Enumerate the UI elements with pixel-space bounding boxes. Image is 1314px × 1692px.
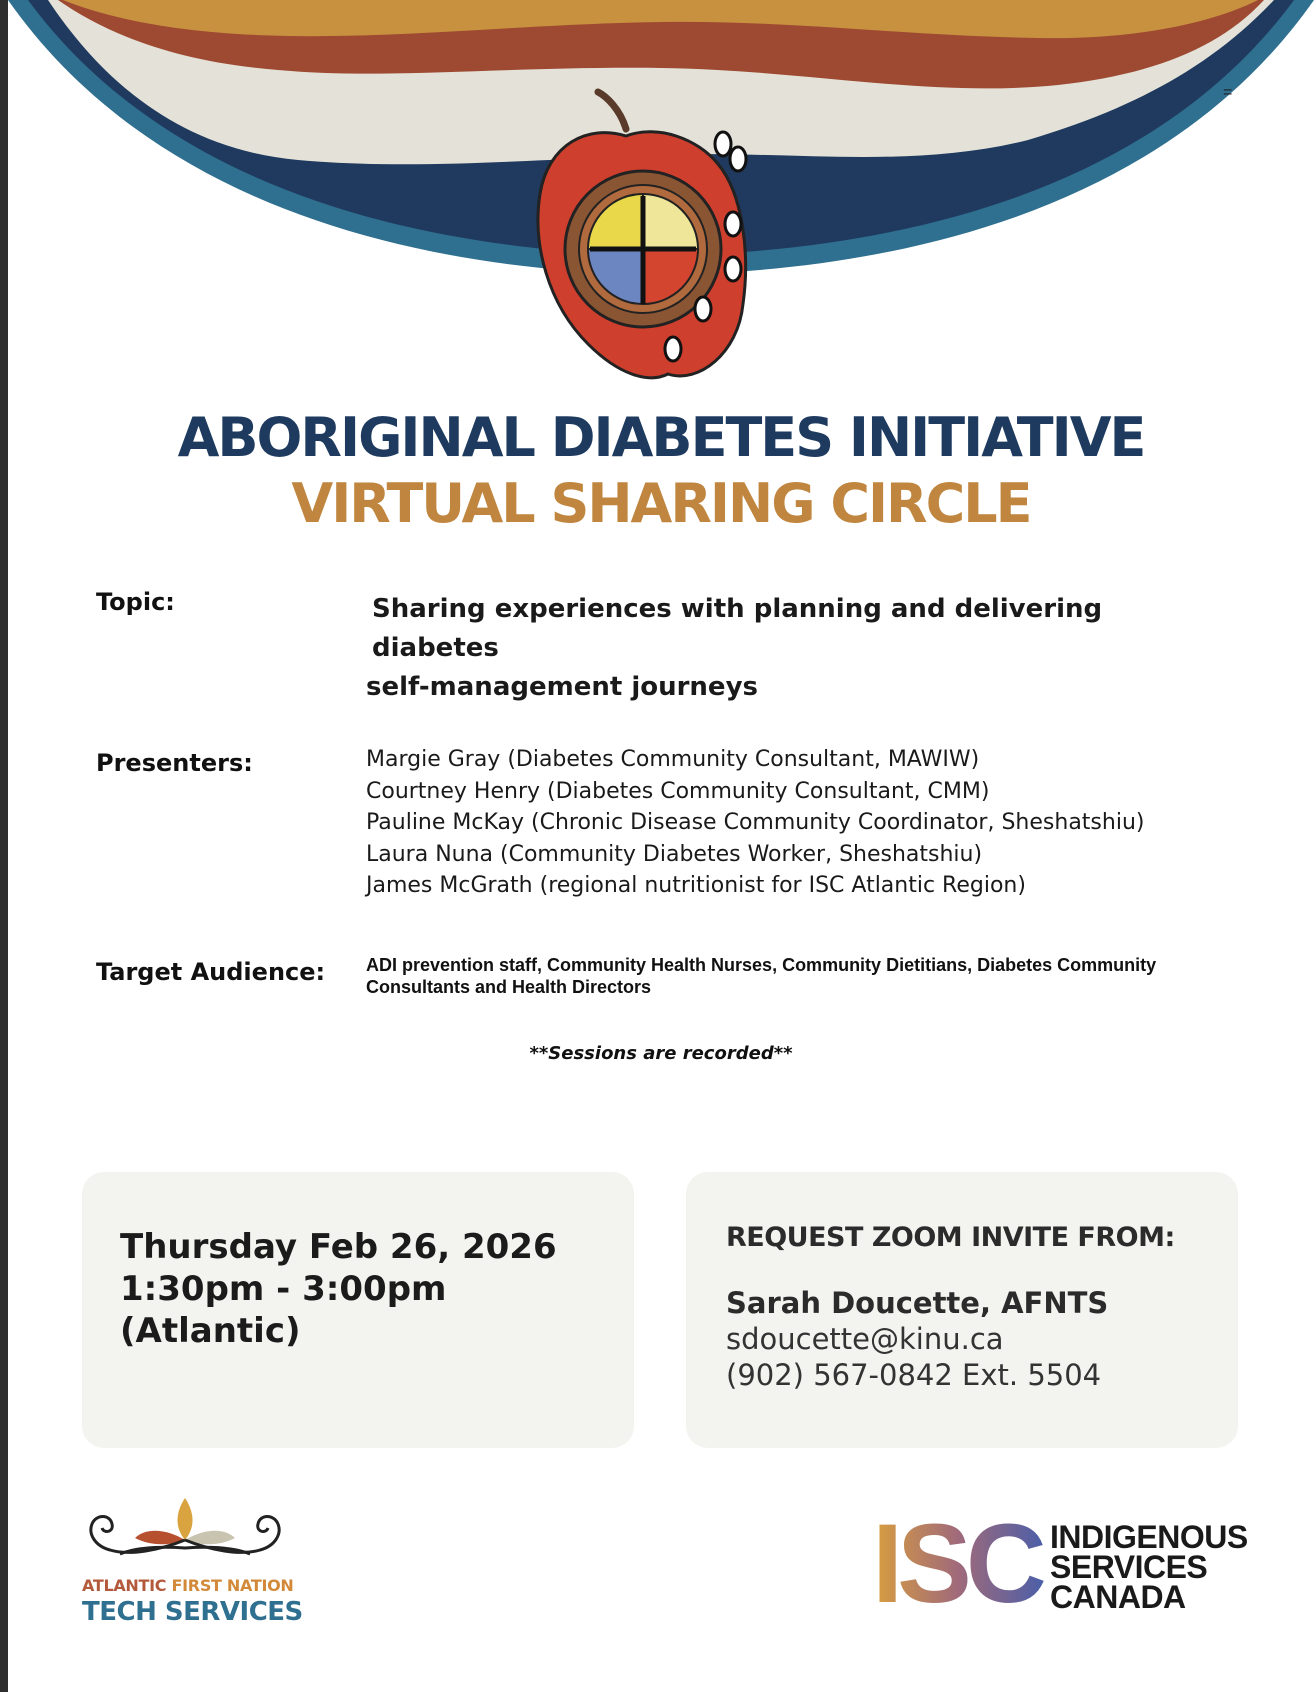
presenter-item: Courtney Henry (Diabetes Community Consultant, CMM) — [366, 778, 990, 804]
isc-word-1: INDIGENOUS — [1050, 1519, 1248, 1555]
topic-line-1: Sharing experiences with planning and delivering diabetes — [372, 594, 1103, 663]
topic-text — [366, 590, 1186, 707]
event-date: Thursday Feb 26, 2026 — [120, 1227, 557, 1267]
page-edge-border — [0, 0, 8, 1692]
afnts-logo-text-bottom: TECH SERVICES — [82, 1597, 303, 1627]
isc-word-2: SERVICES — [1050, 1549, 1208, 1585]
presenter-item: James McGrath (regional nutritionist for ISC Atlantic Region) — [366, 873, 1026, 898]
flyer-page — [8, 0, 1314, 1692]
audience-text — [366, 954, 1246, 998]
topic-line-2: self-management journeys — [366, 672, 758, 702]
contact-name: Sarah Doucette, AFNTS — [726, 1286, 1109, 1320]
presenters-label: Presenters: — [96, 749, 253, 777]
isc-logo-letters — [872, 1512, 1062, 1612]
event-timezone: (Atlantic) — [120, 1311, 301, 1351]
event-time: 1:30pm - 3:00pm — [120, 1269, 447, 1309]
contact-heading: REQUEST ZOOM INVITE FROM: — [726, 1222, 1175, 1253]
afnts-word-first-nation: FIRST NATION — [171, 1576, 294, 1595]
contact-box — [686, 1172, 1238, 1448]
recording-note: **Sessions are recorded** — [529, 1043, 793, 1064]
afnts-word-atlantic: ATLANTIC — [82, 1576, 172, 1595]
menu-icon[interactable]: = — [1223, 84, 1233, 101]
audience-line-2: Consultants and Health Directors — [366, 977, 652, 997]
afnts-logo-graphic — [80, 1488, 290, 1588]
schedule-box — [82, 1172, 634, 1448]
contact-email-link[interactable]: sdoucette@kinu.ca — [726, 1322, 1004, 1356]
page-subtitle: VIRTUAL SHARING CIRCLE — [291, 472, 1031, 535]
presenter-item: Margie Gray (Diabetes Community Consultant, MAWIW) — [366, 747, 980, 772]
isc-letters-text: ISC — [872, 1512, 1041, 1612]
afnts-logo-text-top — [82, 1576, 294, 1595]
schedule-text — [120, 1226, 557, 1352]
isc-word-3: CANADA — [1050, 1579, 1186, 1615]
topic-label: Topic: — [96, 588, 175, 616]
page-title: ABORIGINAL DIABETES INITIATIVE — [177, 406, 1145, 469]
presenters-list — [366, 744, 1144, 902]
diabetes-apple-logo — [528, 84, 758, 384]
audience-label: Target Audience: — [96, 958, 326, 986]
audience-line-1: ADI prevention staff, Community Health Nurses, Community Dietitians, Diabetes Community — [366, 955, 1157, 975]
contact-phone: (902) 567-0842 Ext. 5504 — [726, 1358, 1102, 1392]
presenter-item: Laura Nuna (Community Diabetes Worker, Sheshatshiu) — [366, 841, 983, 867]
presenter-item: Pauline McKay (Chronic Disease Community Coordinator, Sheshatshiu) — [366, 810, 1145, 835]
